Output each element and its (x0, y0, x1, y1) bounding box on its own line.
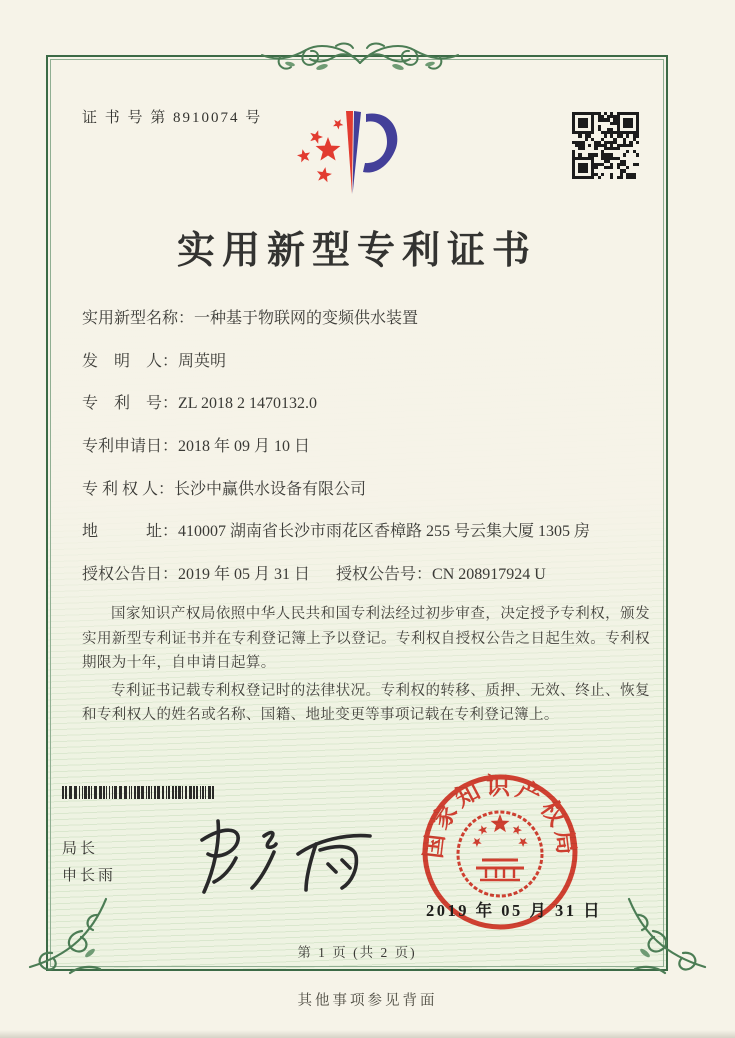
field-row-name (82, 305, 642, 348)
field-value: ZL 2018 2 1470132.0 (178, 395, 317, 413)
director-title: 局长 (62, 841, 99, 857)
field-value: 周英明 (178, 352, 227, 370)
field-row-address (82, 518, 642, 561)
field-value: 一种基于物联网的变频供水装置 (194, 310, 419, 327)
field-label: 发 明 人： (82, 352, 179, 370)
field-label: 授权公告号： (336, 566, 433, 584)
field-value: 2019 年 05 月 31 日 (178, 566, 311, 584)
field-row-filing-date (82, 433, 642, 476)
legal-paragraph: 专利证书记载专利权登记时的法律状况。专利权的转移、质押、无效、终止、恢复和专利权人的姓名或名称、国籍、地址变更等事项记载在专利登记簿上。 (82, 682, 650, 723)
seal-text: 国家知识产权局 (420, 774, 580, 860)
certificate-number: 证 书 号 第 8910074 号 (82, 110, 263, 126)
legal-text (82, 602, 650, 728)
field-label: 授权公告日： (82, 566, 179, 584)
back-note: 其他事项参见背面 (297, 993, 438, 1009)
green-floral-border-ornament-icon (250, 36, 470, 80)
legal-paragraph: 国家知识产权局依照中华人民共和国专利法经过初步审查，决定授予专利权，颁发实用新型专利证书并在专利登记簿上予以登记。专利权自授权公告之日起生效。专利权期限为十年，自申请日起算。 (82, 606, 650, 671)
field-row-grant (82, 561, 642, 604)
page-number: 第 1 页 (共 2 页) (297, 945, 417, 960)
field-value: 410007 湖南省长沙市雨花区香樟路 255 号云集大厦 1305 房 (178, 523, 591, 541)
barcode-icon (62, 786, 262, 799)
seal-date: 2019 年 05 月 31 日 (426, 901, 603, 920)
field-row-patent-no (82, 390, 642, 433)
field-label: 专 利 权 人： (82, 480, 175, 498)
field-row-inventor (82, 348, 642, 391)
cnipa-patent-logo-icon (288, 102, 418, 198)
field-value: 长沙中赢供水设备有限公司 (174, 480, 367, 498)
field-label: 实用新型名称： (82, 310, 195, 327)
field-value: 2018 年 09 月 10 日 (178, 438, 311, 456)
field-row-patentee (82, 476, 642, 519)
field-label: 专 利 号： (82, 395, 179, 413)
director-name: 申长雨 (62, 868, 117, 884)
field-label: 专利申请日： (82, 438, 179, 456)
grant-no-pair (336, 566, 546, 583)
field-label: 地 址： (82, 523, 179, 541)
corner-flourish-icon (20, 893, 112, 981)
certificate-fields (82, 305, 642, 604)
certificate-title: 实用新型专利证书 (176, 230, 537, 272)
corner-flourish-icon (623, 893, 715, 981)
qr-code-icon (572, 112, 639, 179)
field-value: CN 208917924 U (432, 566, 546, 584)
grant-date-pair (82, 561, 332, 584)
handwritten-signature-icon (194, 818, 376, 902)
